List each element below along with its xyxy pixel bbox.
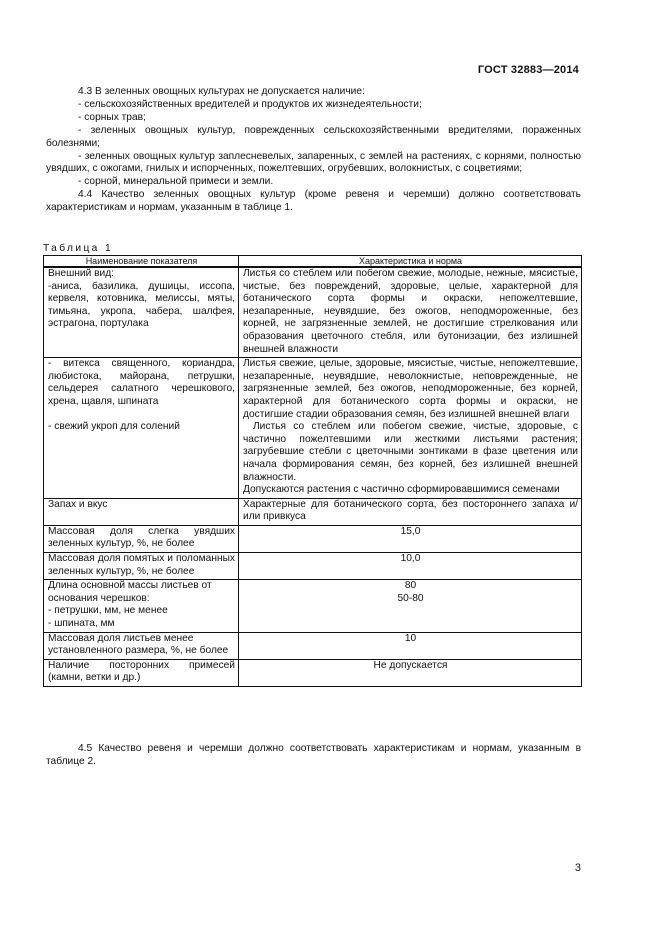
cell-herbs-name-b: - свежий укроп для солений xyxy=(48,421,180,433)
cell-smell-name: Запах и вкус xyxy=(44,498,239,525)
table-row xyxy=(44,267,582,358)
cell-herbs-value xyxy=(239,358,582,499)
list-item: - сельскохозяйственных вредителей и продуктов их жизнедеятельности; xyxy=(78,98,422,110)
column-header-norm: Характеристика и норма xyxy=(239,256,582,268)
cell-appearance-name: Внешний вид: -аниса, базилика, душицы, иссопа, кервеля, котовника, мелиссы, мяты, тимьяна, укропа, чабера, шалфея, эстрагона, портулака xyxy=(44,267,239,358)
cell-smell-value: Характерные для ботанического сорта, без постороннего запаха и/или привкуса xyxy=(239,498,582,525)
table-caption: Таблица 1 xyxy=(43,243,114,254)
table-1 xyxy=(43,255,582,687)
table-row xyxy=(44,498,582,525)
table-header-row xyxy=(44,256,582,268)
cell-leaf-length-spinach: - шпината, мм xyxy=(48,618,115,630)
cell-impurities-name: Наличие посторонних примесей (камни, ветки и др.) xyxy=(44,659,239,686)
list-item: - зеленных овощных культур заплесневелых, запаренных, с землей на растениях, с корнями, полностью увядших, с ожогами, гнилых и испорченных, пожелтевших, огрубевших, волокнистых, с соцветиями; xyxy=(46,150,581,175)
document-code: ГОСТ 32883—2014 xyxy=(477,64,579,76)
cell-leaf-length-parsley-value: 80 xyxy=(404,580,417,592)
cell-leaf-length-value xyxy=(239,580,582,632)
table-row xyxy=(44,632,582,659)
cell-appearance-value: Листья со стеблем или побегом свежие, молодые, нежные, мясистые, чистые, без повреждений, здоровые, целые, характерной для ботанического сорта формы и окраски, непожелтевшие, незапаренные, неувядшие, без ожогов, неподмороженные, без корней, не загрязненные землей, не достигшие стрелкования или образования цветочного стебля, или бутонизации, без излишней внешней влажности xyxy=(239,267,582,358)
list-item: - сорных трав; xyxy=(78,111,146,123)
list-item: - сорной, минеральной примеси и земли. xyxy=(78,176,274,188)
cell-crumpled-name: Массовая доля помятых и поломанных зеленных культур, %, не более xyxy=(44,553,239,580)
section-4-5 xyxy=(46,742,581,768)
section-4-5-text: 4.5 Качество ревеня и черемши должно соответствовать характеристикам и нормам, указанным в таблице 2. xyxy=(46,743,581,767)
section-4-3 xyxy=(46,86,581,215)
cell-crumpled-value: 10,0 xyxy=(239,553,582,580)
cell-herbs-value-b: Листья со стеблем или побегом свежие, чистые, здоровые, с частично пожелтевшими или жесткими листьями растения; загрубевшие стебли с цветочными зонтиками в фазе цветения или начала формирования семян, без корней, без излишней внешней влажности. xyxy=(243,421,578,483)
cell-leaf-length-spinach-value: 50-80 xyxy=(397,592,424,604)
column-header-indicator: Наименование показателя xyxy=(44,256,239,268)
cell-small-leaves-name: Массовая доля листьев менее установленного размера, %, не более xyxy=(44,632,239,659)
table-row xyxy=(44,525,582,552)
table-row xyxy=(44,358,582,499)
section-4-3-intro: 4.3 В зеленных овощных культурах не допускается наличие: xyxy=(78,86,365,97)
table-row xyxy=(44,659,582,686)
table-row xyxy=(44,580,582,632)
cell-herbs-value-a: Листья свежие, целые, здоровые, мясистые, чистые, непожелтевшие, незапаренные, неувядшие, неволокнистые, неповрежденные, не загрязненные землей, без ожогов, неподмороженные, без корней, характерной для ботанического сорта формы и окраски, не достигшие стадии образования семян, без излишней внешней влаги xyxy=(243,358,578,420)
cell-impurities-value: Не допускается xyxy=(239,659,582,686)
list-item: - зеленных овощных культур, поврежденных сельскохозяйственными вредителями, пораженных болезнями; xyxy=(46,124,581,149)
cell-leaf-length-head: Длина основной массы листьев от основания черешков: xyxy=(48,580,212,604)
cell-herbs-value-c: Допускаются растения с частично сформировавшимися семенами xyxy=(243,484,560,496)
cell-herbs-name xyxy=(44,358,239,499)
cell-wilted-value: 15,0 xyxy=(239,525,582,552)
cell-herbs-name-a: - витекса священного, кориандра, любистока, майорана, петрушки, сельдерея салатного черешкового, хрена, щавля, шпината xyxy=(48,358,235,407)
cell-wilted-name: Массовая доля слегка увядших зеленных культур, %, не более xyxy=(44,525,239,552)
cell-small-leaves-value: 10 xyxy=(239,632,582,659)
cell-leaf-length-name xyxy=(44,580,239,632)
table-row xyxy=(44,553,582,580)
cell-leaf-length-parsley: - петрушки, мм, не менее xyxy=(48,605,168,617)
section-4-4: 4.4 Качество зеленных овощных культур (кроме ревеня и черемши) должно соответствовать характеристикам и нормам, указанным в таблице 1. xyxy=(46,189,581,214)
page-number: 3 xyxy=(574,862,581,874)
